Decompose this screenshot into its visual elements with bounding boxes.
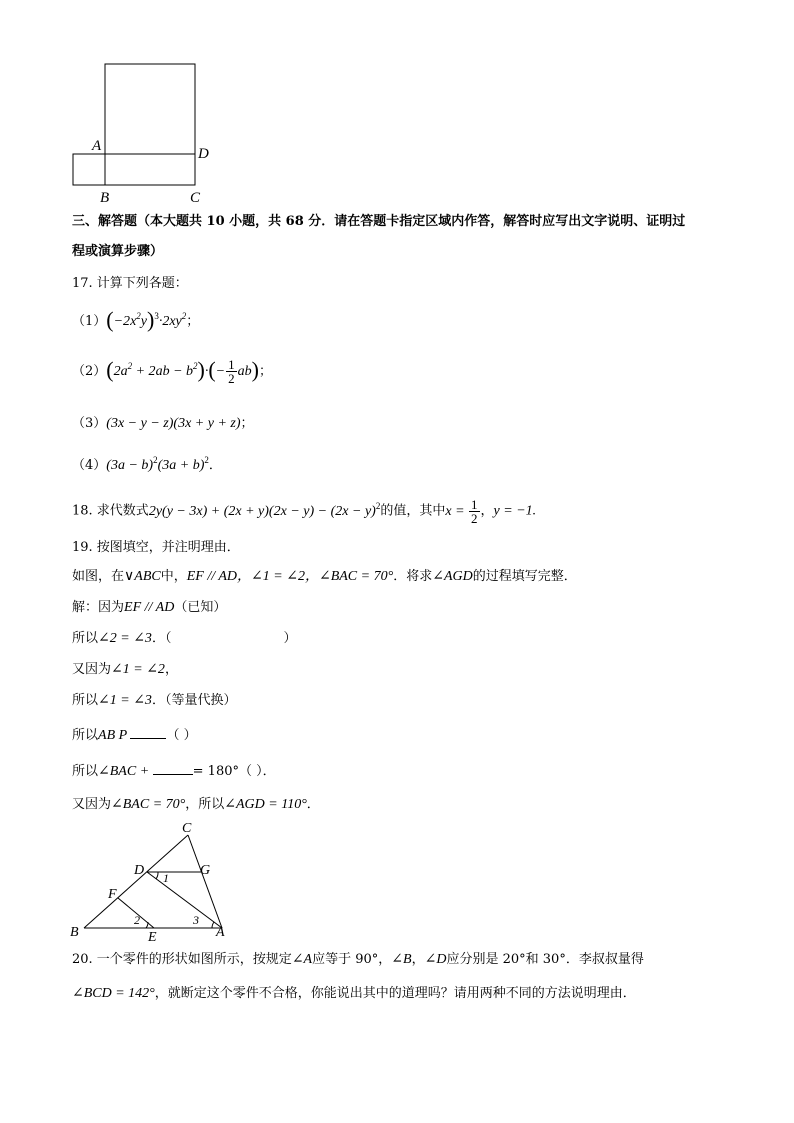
q20-angle-d: ∠D — [424, 952, 447, 967]
q17-part4-end: ． — [208, 458, 222, 473]
q19-l4-expr: ∠1 = ∠2 — [111, 662, 165, 677]
q19-l3c: ） — [283, 631, 297, 646]
q18-question — [72, 498, 536, 525]
q20-l1b: 应等于 90°， — [312, 952, 392, 967]
q19-l5b: ．（等量代换） — [151, 693, 237, 708]
label-d2: D — [134, 863, 145, 878]
q20-bcd: ∠BCD = 142° — [72, 986, 155, 1001]
q18-y-value: y = −1. — [493, 503, 537, 519]
angle-label-1: 1 — [163, 871, 169, 885]
q19-blank-1[interactable] — [130, 726, 166, 739]
q19-line2 — [72, 598, 226, 618]
q17-part1 — [72, 308, 199, 332]
q19-l5a: 所以 — [72, 693, 99, 708]
q17-part1-expr: $(-2x^2y)^3\cdot 2xy^2$ — [106, 307, 187, 332]
q17-part4 — [72, 456, 222, 476]
q20-angle-a: ∠A — [291, 952, 313, 967]
label-c2: C — [182, 821, 192, 836]
q19-l1a: 如图，在 — [72, 569, 125, 584]
q19-l8-expr1: ∠BAC = 70° — [111, 797, 186, 812]
q19-l8c: ． — [306, 797, 320, 812]
q17-part1-end: ； — [186, 314, 200, 329]
q18-expr: $2y(y - 3x) + (2x + y)(2x - y) - (2x - y)^2$ — [148, 500, 381, 519]
q19-line6 — [72, 726, 197, 746]
q17-part4-number: （4） — [72, 458, 107, 473]
q19-line8 — [72, 795, 320, 815]
q17-part3-end: ； — [240, 416, 254, 431]
label-e2: E — [148, 930, 157, 944]
q19-l2a: 解：因为 — [72, 600, 125, 615]
q20-l2a: ，就断定这个零件不合格，你能说出其中的道理吗？请用两种不同的方法说明理由． — [154, 986, 636, 1001]
q18-comma: ， — [480, 503, 494, 519]
square-shape — [105, 64, 195, 185]
label-b2: B — [70, 925, 79, 940]
q17-part2-number: （2） — [72, 364, 107, 379]
q19-line4 — [72, 660, 178, 680]
q20-l1c: ， — [411, 952, 425, 967]
q19-l6a: 所以 — [72, 728, 99, 743]
q19-l4b: ， — [164, 662, 178, 677]
q19-line5 — [72, 691, 236, 711]
q19-l1d: 的过程填写完整． — [472, 569, 577, 584]
q19-blank-2[interactable] — [153, 762, 193, 775]
label-a2: A — [216, 925, 225, 940]
label-g2: G — [200, 863, 211, 878]
q19-title: 19. 按图填空，并注明理由． — [72, 540, 240, 555]
q19-l1c: ．将求 — [393, 569, 433, 584]
q19-l2b: （已知） — [174, 600, 227, 615]
q19-l5-expr: ∠1 = ∠3 — [98, 693, 152, 708]
q19-line3 — [72, 629, 296, 649]
q19-l4a: 又因为 — [72, 662, 112, 677]
q20-angle-b: ∠B — [391, 952, 412, 967]
strip-shape — [73, 154, 195, 185]
q17-part2-expr: $(2a^2 + 2ab - b^2)\cdot(-$ $\frac{1}{2}$ ab) — [106, 357, 259, 387]
angle-label-3: 3 — [193, 913, 199, 927]
q19-l8a: 又因为 — [72, 797, 112, 812]
q19-l8-expr2: ∠AGD = 110° — [224, 797, 307, 812]
q18-x-value: x = $\frac{1}{2}$ — [445, 497, 478, 526]
q19-given: EF // AD，∠1 = ∠2，∠BAC = 70° — [186, 569, 394, 584]
angle-mark-1 — [156, 872, 158, 879]
q19-target-angle: ∠AGD — [432, 569, 473, 584]
q20-line2 — [72, 984, 636, 1004]
label-b: B — [100, 190, 110, 206]
angle-mark-3 — [212, 922, 214, 928]
q19-l3-expr: ∠2 = ∠3 — [98, 631, 152, 646]
q17-part1-number: （1） — [72, 314, 107, 329]
figure-triangle — [66, 818, 246, 944]
q19-triangle: ∨ABC — [124, 569, 161, 584]
q19-l7b: = 180°（ ）． — [192, 764, 276, 779]
q18-mid: 的值，其中 — [380, 503, 446, 519]
q20-line1 — [72, 950, 644, 970]
label-a: A — [92, 138, 102, 154]
q19-l6b: （ ） — [166, 728, 197, 743]
q19-l8b: ，所以 — [185, 797, 225, 812]
q17-part2 — [72, 358, 272, 385]
section-heading: 三、解答题（本大题共 10 小题，共 68 分．请在答题卡指定区域内作答，解答时应写出文字说明、证明过 — [72, 214, 686, 229]
q19-l3b: ．（ — [151, 631, 172, 646]
q18-lead: 18. 求代数式 — [72, 503, 149, 519]
q17-part3-number: （3） — [72, 416, 107, 431]
angle-label-2: 2 — [134, 913, 140, 927]
label-c: C — [190, 190, 201, 206]
q17-part4-expr: $(3a - b)^2(3a + b)^2$ — [106, 455, 209, 473]
angle-mark-2 — [146, 922, 148, 928]
q19-l1b: 中， — [160, 569, 187, 584]
q20-l1a: 20. 一个零件的形状如图所示，按规定 — [72, 952, 292, 967]
q17-part3-expr: (3x − y − z)(3x + y + z) — [106, 416, 241, 431]
section-heading-cont: 程或演算步骤） — [72, 244, 164, 259]
q20-l1d: 应分别是 20°和 30°．李叔叔量得 — [446, 952, 644, 967]
label-d: D — [198, 146, 209, 162]
segment-da — [147, 872, 222, 928]
q19-line7 — [72, 762, 276, 782]
figure-rectangles — [60, 58, 230, 208]
q19-l6-expr: AB P — [98, 728, 131, 743]
q19-l2-expr: EF // AD — [124, 600, 175, 615]
q19-l7-expr: ∠BAC + — [98, 764, 153, 779]
q19-l7a: 所以 — [72, 764, 99, 779]
q17-title: 17. 计算下列各题： — [72, 276, 188, 291]
label-f2: F — [108, 887, 117, 902]
q19-line1 — [72, 567, 577, 587]
q17-part2-end: ； — [258, 364, 272, 379]
q17-part3 — [72, 414, 254, 434]
q19-l3a: 所以 — [72, 631, 99, 646]
